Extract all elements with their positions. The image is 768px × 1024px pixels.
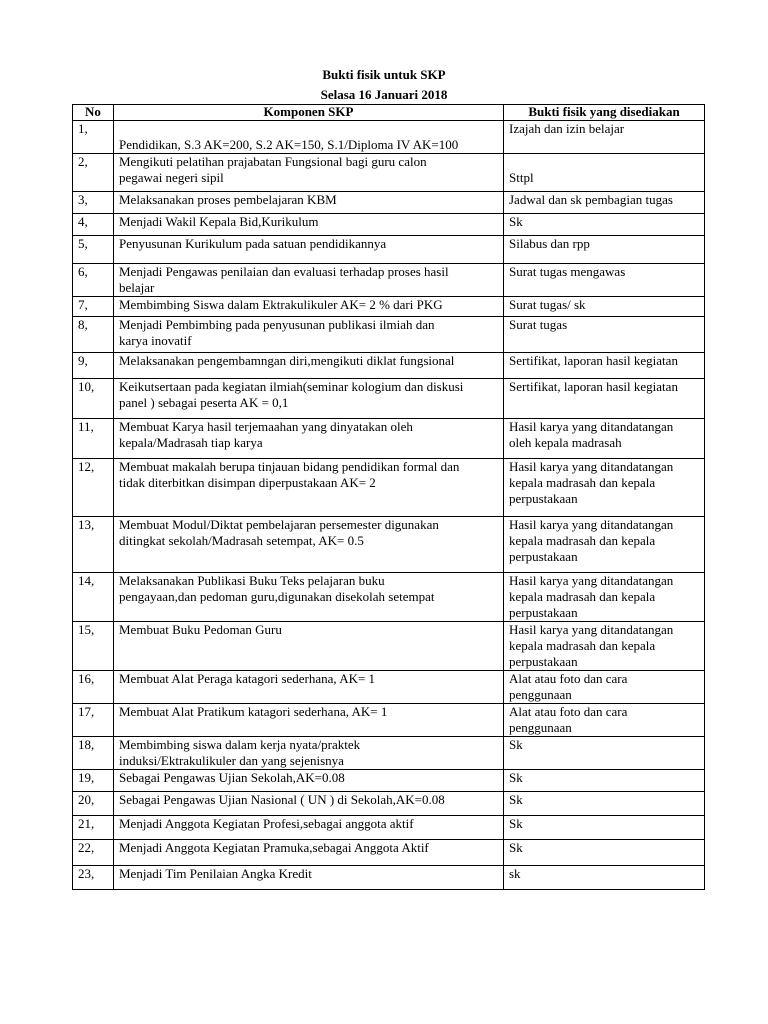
row-komponen: Pendidikan, S.3 AK=200, S.2 AK=150, S.1/Diploma IV AK=100 xyxy=(114,121,504,154)
row-no: 5, xyxy=(73,236,114,264)
table-header-row xyxy=(73,105,705,121)
row-no: 9, xyxy=(73,353,114,379)
row-bukti: Sk xyxy=(504,214,705,236)
row-no: 2, xyxy=(73,154,114,192)
row-komponen: Menjadi Tim Penilaian Angka Kredit xyxy=(114,866,504,890)
table-row xyxy=(73,816,705,840)
row-bukti: Hasil karya yang ditandatangan kepala madrasah dan kepala perpustakaan xyxy=(504,573,705,622)
table-row xyxy=(73,236,705,264)
row-bukti: Alat atau foto dan cara penggunaan xyxy=(504,704,705,737)
row-no: 17, xyxy=(73,704,114,737)
row-komponen: Menjadi Pengawas penilaian dan evaluasi terhadap proses hasil belajar xyxy=(114,264,504,297)
row-komponen: Membuat Karya hasil terjemaahan yang dinyatakan oleh kepala/Madrasah tiap karya xyxy=(114,419,504,459)
row-bukti: Surat tugas/ sk xyxy=(504,297,705,317)
row-bukti: Izajah dan izin belajar xyxy=(504,121,705,154)
table-row xyxy=(73,573,705,622)
row-no: 16, xyxy=(73,671,114,704)
row-komponen: Menjadi Pembimbing pada penyusunan publikasi ilmiah dan karya inovatif xyxy=(114,317,504,353)
row-komponen: Keikutsertaan pada kegiatan ilmiah(seminar kologium dan diskusi panel ) sebagai peserta AK = 0,1 xyxy=(114,379,504,419)
row-no: 8, xyxy=(73,317,114,353)
row-komponen: Menjadi Anggota Kegiatan Pramuka,sebagai Anggota Aktif xyxy=(114,840,504,866)
skp-table xyxy=(72,104,705,890)
row-bukti: Sk xyxy=(504,816,705,840)
row-bukti: Hasil karya yang ditandatangan kepala madrasah dan kepala perpustakaan xyxy=(504,622,705,671)
row-bukti: Hasil karya yang ditandatangan kepala madrasah dan kepala perpustakaan xyxy=(504,459,705,517)
row-komponen: Sebagai Pengawas Ujian Sekolah,AK=0.08 xyxy=(114,770,504,792)
row-komponen: Melaksanakan Publikasi Buku Teks pelajaran buku pengayaan,dan pedoman guru,digunakan disekolah setempat xyxy=(114,573,504,622)
row-komponen: Membuat Modul/Diktat pembelajaran persemester digunakan ditingkat sekolah/Madrasah setempat, AK= 0.5 xyxy=(114,517,504,573)
table-row xyxy=(73,622,705,671)
table-row xyxy=(73,192,705,214)
table-row xyxy=(73,840,705,866)
table-row xyxy=(73,154,705,192)
row-bukti: Surat tugas xyxy=(504,317,705,353)
row-komponen: Membuat makalah berupa tinjauan bidang pendidikan formal dan tidak diterbitkan disimpan diperpustakaan AK= 2 xyxy=(114,459,504,517)
row-komponen: Menjadi Anggota Kegiatan Profesi,sebagai anggota aktif xyxy=(114,816,504,840)
row-bukti: Jadwal dan sk pembagian tugas xyxy=(504,192,705,214)
row-bukti: Sttpl xyxy=(504,154,705,192)
row-bukti: Surat tugas mengawas xyxy=(504,264,705,297)
table-row xyxy=(73,214,705,236)
document-subtitle: Selasa 16 Januari 2018 xyxy=(320,87,448,102)
row-no: 23, xyxy=(73,866,114,890)
header-no: No xyxy=(73,105,114,121)
row-no: 11, xyxy=(73,419,114,459)
row-no: 12, xyxy=(73,459,114,517)
table-row xyxy=(73,297,705,317)
row-komponen: Membuat Alat Peraga katagori sederhana, AK= 1 xyxy=(114,671,504,704)
row-no: 1, xyxy=(73,121,114,154)
table-row xyxy=(73,264,705,297)
row-no: 14, xyxy=(73,573,114,622)
row-no: 3, xyxy=(73,192,114,214)
row-no: 7, xyxy=(73,297,114,317)
row-no: 6, xyxy=(73,264,114,297)
table-row xyxy=(73,704,705,737)
row-bukti: Hasil karya yang ditandatangan kepala madrasah dan kepala perpustakaan xyxy=(504,517,705,573)
table-row xyxy=(73,517,705,573)
row-bukti: Sk xyxy=(504,792,705,816)
row-bukti: Sertifikat, laporan hasil kegiatan xyxy=(504,379,705,419)
row-no: 18, xyxy=(73,737,114,770)
table-row xyxy=(73,866,705,890)
row-no: 20, xyxy=(73,792,114,816)
row-komponen: Menjadi Wakil Kepala Bid,Kurikulum xyxy=(114,214,504,236)
table-row xyxy=(73,419,705,459)
row-komponen: Membuat Alat Pratikum katagori sederhana, AK= 1 xyxy=(114,704,504,737)
row-bukti: Silabus dan rpp xyxy=(504,236,705,264)
table-row xyxy=(73,770,705,792)
row-bukti: Sk xyxy=(504,770,705,792)
row-komponen: Melaksanakan proses pembelajaran KBM xyxy=(114,192,504,214)
table-row xyxy=(73,317,705,353)
table-row xyxy=(73,379,705,419)
row-no: 21, xyxy=(73,816,114,840)
row-bukti: Hasil karya yang ditandatangan oleh kepala madrasah xyxy=(504,419,705,459)
header-bukti: Bukti fisik yang disediakan xyxy=(504,105,705,121)
table-body xyxy=(73,121,705,890)
table-row xyxy=(73,459,705,517)
row-no: 15, xyxy=(73,622,114,671)
table-row xyxy=(73,671,705,704)
row-no: 10, xyxy=(73,379,114,419)
table-row xyxy=(73,353,705,379)
row-bukti: sk xyxy=(504,866,705,890)
row-komponen: Membuat Buku Pedoman Guru xyxy=(114,622,504,671)
row-no: 19, xyxy=(73,770,114,792)
row-bukti: Sk xyxy=(504,737,705,770)
header-komponen: Komponen SKP xyxy=(114,105,504,121)
document-title: Bukti fisik untuk SKP xyxy=(322,67,446,82)
row-no: 13, xyxy=(73,517,114,573)
row-no: 22, xyxy=(73,840,114,866)
row-bukti: Sk xyxy=(504,840,705,866)
row-bukti: Alat atau foto dan cara penggunaan xyxy=(504,671,705,704)
row-bukti: Sertifikat, laporan hasil kegiatan xyxy=(504,353,705,379)
row-komponen: Membimbing siswa dalam kerja nyata/praktek induksi/Ektrakulikuler dan yang sejenisnya xyxy=(114,737,504,770)
table-row xyxy=(73,737,705,770)
table-row xyxy=(73,121,705,154)
row-no: 4, xyxy=(73,214,114,236)
row-komponen: Melaksanakan pengembamngan diri,mengikuti diklat fungsional xyxy=(114,353,504,379)
row-komponen: Sebagai Pengawas Ujian Nasional ( UN ) di Sekolah,AK=0.08 xyxy=(114,792,504,816)
row-komponen: Mengikuti pelatihan prajabatan Fungsional bagi guru calon pegawai negeri sipil xyxy=(114,154,504,192)
row-komponen: Membimbing Siswa dalam Ektrakulikuler AK= 2 % dari PKG xyxy=(114,297,504,317)
table-row xyxy=(73,792,705,816)
row-komponen: Penyusunan Kurikulum pada satuan pendidikannya xyxy=(114,236,504,264)
